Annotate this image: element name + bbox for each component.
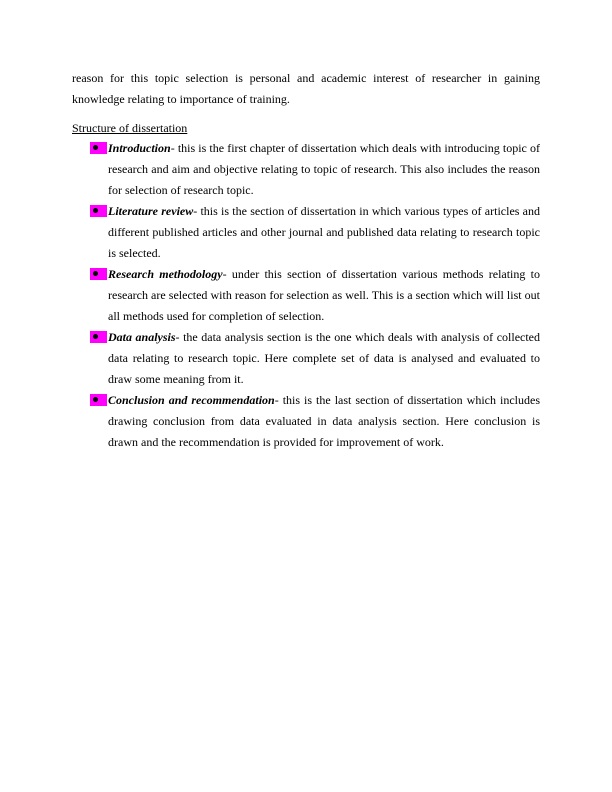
bullet-icon (90, 205, 107, 217)
item-term: Data analysis (108, 330, 176, 344)
item-text: - the data analysis section is the one which deals with analysis of collected data relating to research topic. Here complete set of data is analysed and evaluated to draw some meaning from it. (108, 330, 541, 386)
section-heading: Structure of dissertation (72, 121, 188, 135)
list-item-data-analysis (72, 327, 540, 390)
list-item-literature-review (72, 201, 540, 264)
item-term: Literature review (108, 204, 194, 218)
item-text: - this is the last section of dissertation which includes drawing conclusion from data evaluated in data analysis section. Here conclusion is drawn and the recommendation is provided for improvement of work. (108, 393, 540, 449)
bullet-icon (90, 394, 107, 406)
list-item-conclusion (72, 390, 540, 453)
list-item-research-methodology (72, 264, 540, 327)
list-item-introduction (72, 138, 540, 201)
intro-paragraph: reason for this topic selection is personal and academic interest of researcher in gaining knowledge relating to importance of training. (72, 71, 540, 106)
bullet-icon (90, 331, 107, 343)
item-term: Research methodology (108, 267, 223, 281)
page-content (72, 68, 540, 453)
dissertation-structure-list (72, 138, 540, 453)
item-text: - this is the first chapter of dissertation which deals with introducing topic of research and aim and objective relating to topic of research. This also includes the reason for selection of research topic. (108, 141, 540, 197)
bullet-icon (90, 268, 107, 280)
item-term: Conclusion and recommendation (108, 393, 275, 407)
item-text: - under this section of dissertation various methods relating to research are selected with reason for selection as well. This is a section which will list out all methods used for completion of selection. (108, 267, 540, 323)
item-text: - this is the section of dissertation in which various types of articles and different published articles and other journal and published data relating to research topic is selected. (108, 204, 541, 260)
bullet-icon (90, 142, 107, 154)
item-term: Introduction (108, 141, 171, 155)
